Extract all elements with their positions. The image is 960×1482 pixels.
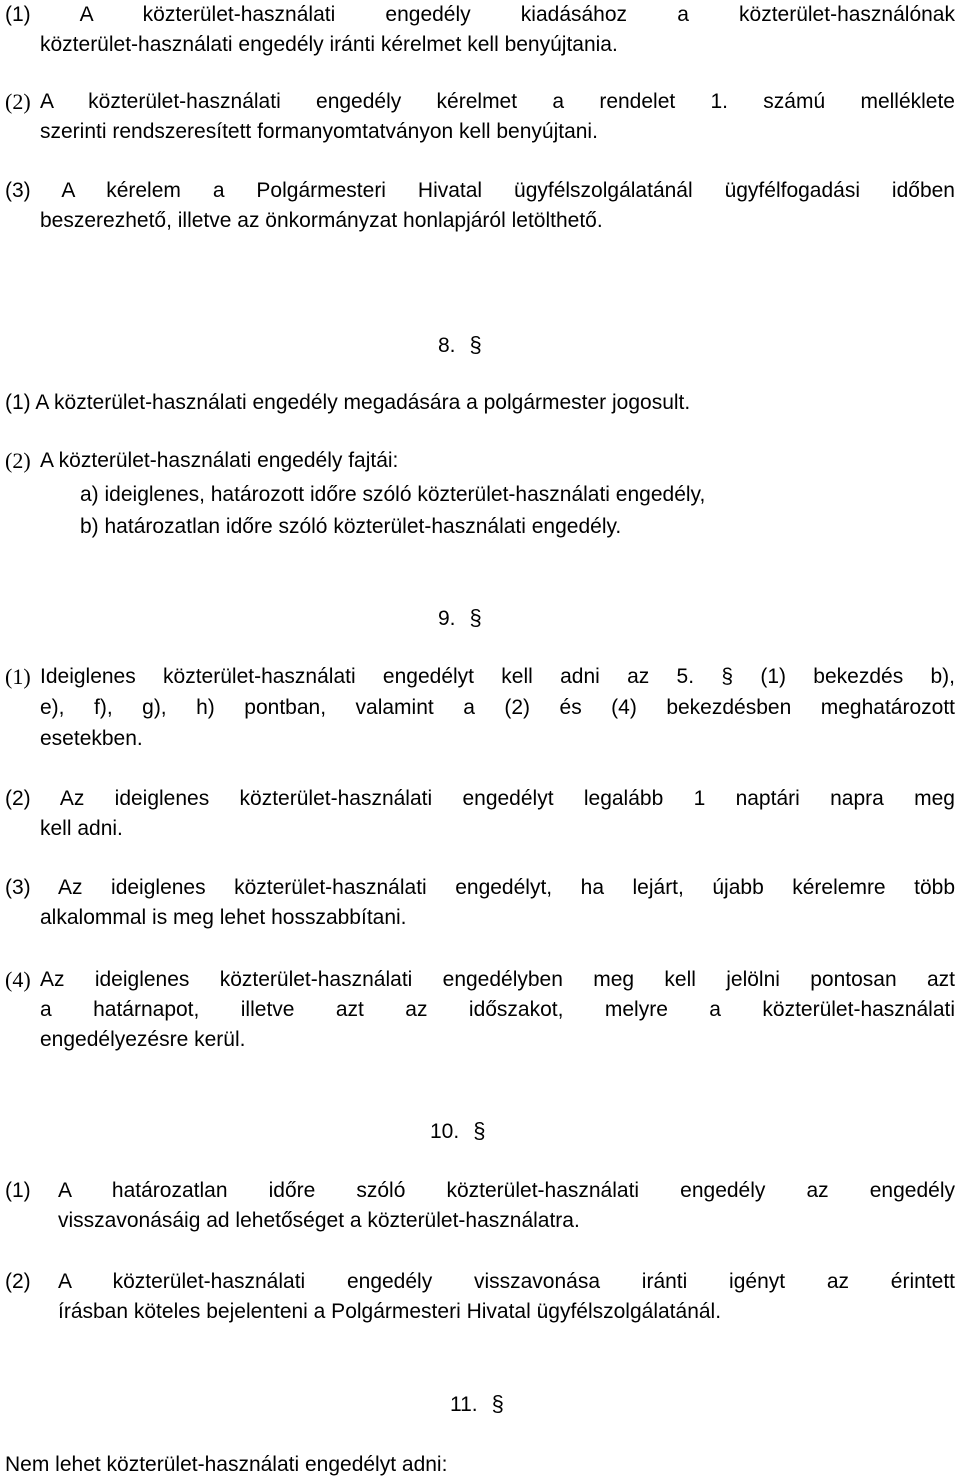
s7-p2-line2: szerinti rendszeresített formanyomtatványon kell benyújtani. bbox=[40, 120, 598, 143]
s10-p2-line2: írásban köteles bejelenteni a Polgármesteri Hivatal ügyfélszolgálatánál. bbox=[58, 1300, 722, 1323]
s7-p3-line1: (3) A kérelem a Polgármesteri Hivatal ügyfélszolgálatánál ügyfélfogadási időben bbox=[5, 179, 955, 202]
s10-p1-number: (1) bbox=[5, 1179, 31, 1202]
s9-p1-number: (1) bbox=[5, 664, 31, 689]
s9-p1-line2: e), f), g), h) pontban, valamint a (2) és (4) bekezdésben meghatározott bbox=[40, 696, 955, 719]
s9-p2-line2: kell adni. bbox=[40, 817, 123, 840]
section-10-heading bbox=[430, 1116, 485, 1146]
s7-p3-line2: beszerezhető, illetve az önkormányzat honlapjáról letölthető. bbox=[40, 209, 603, 232]
paragraph-mark: § bbox=[469, 332, 482, 357]
s8-p1: (1) A közterület-használati engedély megadására a polgármester jogosult. bbox=[5, 391, 691, 414]
section-10-number: 10. bbox=[430, 1120, 460, 1143]
s9-p2-line1: (2) Az ideiglenes közterület-használati engedélyt legalább 1 naptári napra meg bbox=[5, 787, 955, 810]
s9-p1-line3: esetekben. bbox=[40, 727, 143, 750]
paragraph-mark: § bbox=[469, 605, 482, 630]
s10-p1-line1: A határozatlan időre szóló közterület-használati engedély az engedély bbox=[58, 1179, 955, 1202]
s10-p2-number: (2) bbox=[5, 1270, 31, 1293]
s10-p1-line2: visszavonásáig ad lehetőséget a közterület-használatra. bbox=[58, 1209, 580, 1232]
s7-p1-line2: közterület-használati engedély iránti kérelmet kell benyújtania. bbox=[40, 33, 618, 56]
s9-p4-line2: a határnapot, illetve azt az időszakot, melyre a közterület-használati bbox=[40, 998, 955, 1021]
s8-p2: A közterület-használati engedély fajtái: bbox=[40, 449, 399, 472]
section-11-heading bbox=[450, 1389, 504, 1419]
section-8-heading bbox=[438, 330, 482, 360]
s9-p4-number: (4) bbox=[5, 967, 31, 992]
s8-p2-item-a: a) ideiglenes, határozott időre szóló közterület-használati engedély, bbox=[80, 483, 706, 506]
paragraph-mark: § bbox=[491, 1391, 504, 1416]
s7-p2-number: (2) bbox=[5, 89, 31, 114]
section-8-number: 8. bbox=[438, 334, 456, 357]
s10-p2-line1: A közterület-használati engedély visszavonása iránti igényt az érintett bbox=[58, 1270, 955, 1293]
paragraph-mark: § bbox=[473, 1118, 486, 1143]
s8-p2-number: (2) bbox=[5, 448, 31, 473]
s9-p3-line2: alkalommal is meg lehet hosszabbítani. bbox=[40, 906, 407, 929]
section-11-number: 11. bbox=[450, 1393, 478, 1416]
section-9-number: 9. bbox=[438, 607, 456, 630]
s9-p3-line1: (3) Az ideiglenes közterület-használati engedélyt, ha lejárt, újabb kérelemre több bbox=[5, 876, 955, 899]
section-9-heading bbox=[438, 603, 482, 633]
s9-p4-line3: engedélyezésre kerül. bbox=[40, 1028, 246, 1051]
s9-p4-line1: Az ideiglenes közterület-használati engedélyben meg kell jelölni pontosan azt bbox=[40, 968, 955, 991]
s7-p1-line1: (1) A közterület-használati engedély kiadásához a közterület-használónak bbox=[5, 3, 955, 26]
s9-p1-line1: Ideiglenes közterület-használati engedélyt kell adni az 5. § (1) bekezdés b), bbox=[40, 665, 955, 688]
s8-p2-item-b: b) határozatlan időre szóló közterület-használati engedély. bbox=[80, 515, 622, 538]
s11-intro: Nem lehet közterület-használati engedélyt adni: bbox=[5, 1453, 448, 1476]
s7-p2-line1: A közterület-használati engedély kérelmet a rendelet 1. számú melléklete bbox=[40, 90, 955, 113]
